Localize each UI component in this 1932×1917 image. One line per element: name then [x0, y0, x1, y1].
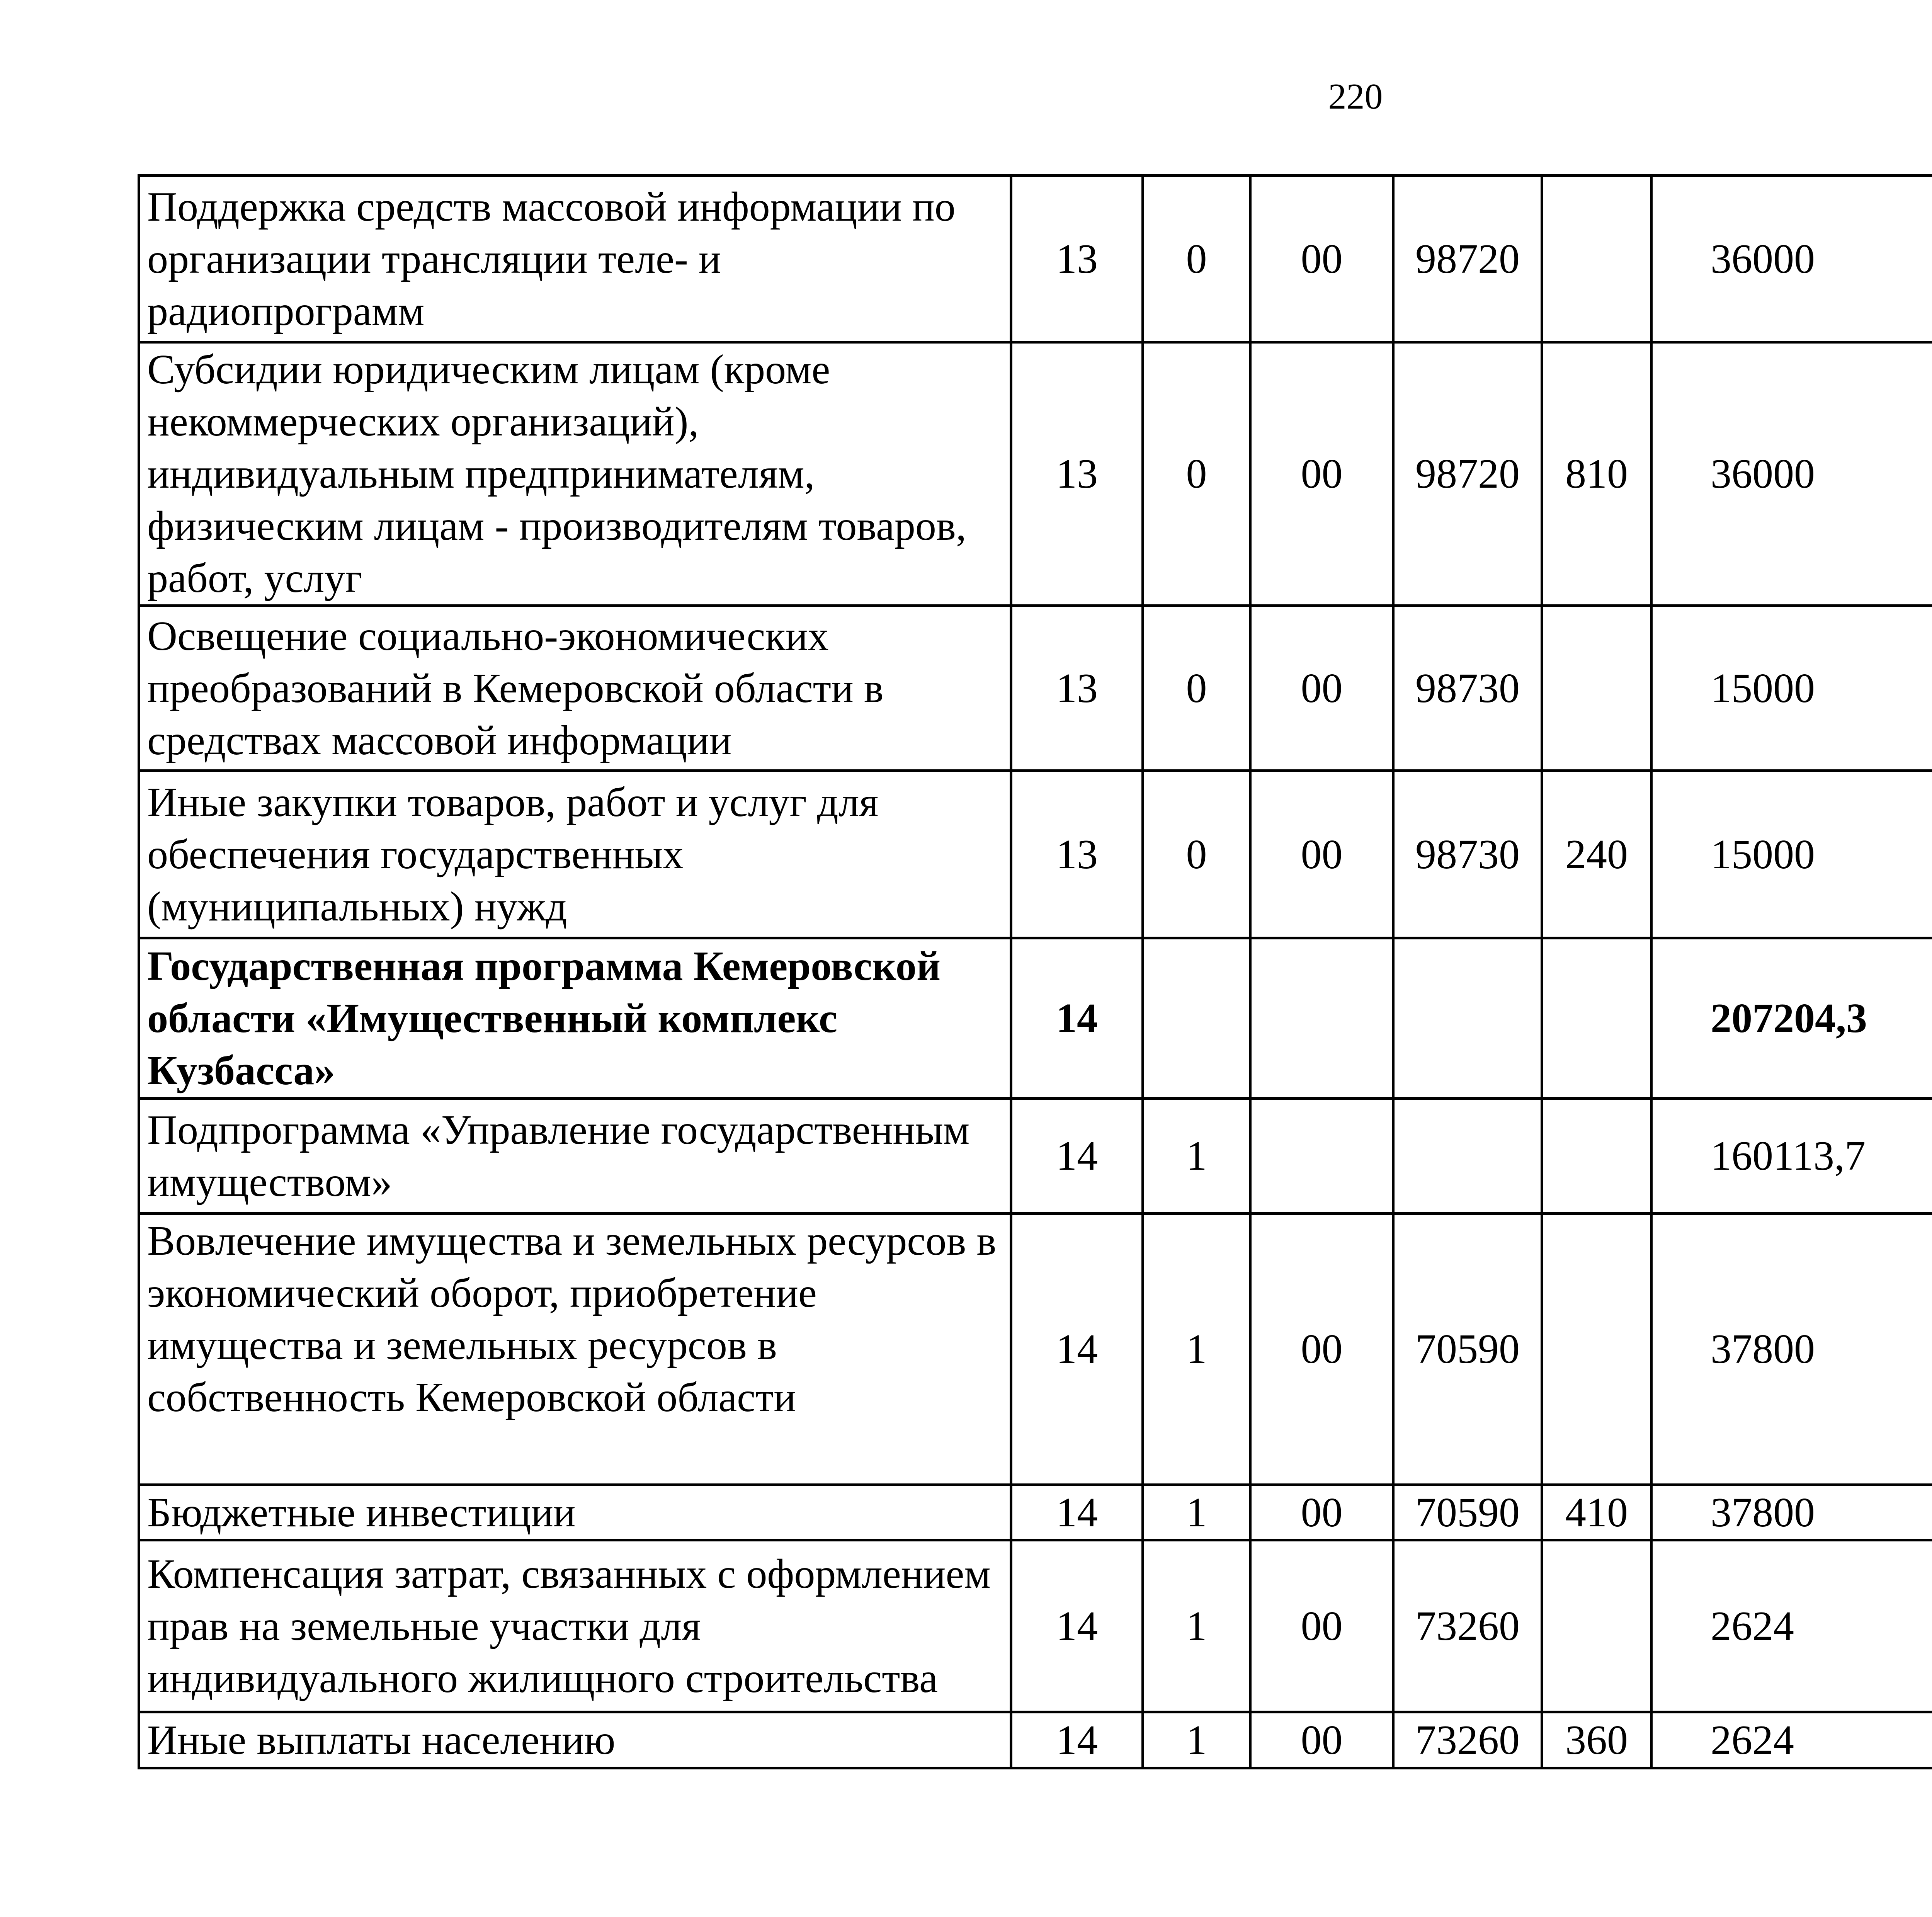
row-code-2: 1	[1143, 1540, 1250, 1712]
row-code-4	[1393, 1099, 1542, 1214]
row-code-5	[1542, 606, 1651, 771]
row-code-4	[1393, 938, 1542, 1099]
table-row	[139, 606, 1932, 771]
row-code-2: 0	[1143, 176, 1250, 342]
row-code-5	[1542, 938, 1651, 1099]
row-name: Иные выплаты населению	[139, 1712, 1011, 1768]
row-name: Иные закупки товаров, работ и услуг для обеспечения государственных (муниципальных) нужд	[139, 771, 1011, 938]
page-number: 220	[1328, 77, 1383, 117]
row-code-4: 98730	[1393, 771, 1542, 938]
row-code-3: 00	[1250, 606, 1393, 771]
row-code-1: 13	[1011, 342, 1143, 606]
row-code-4: 98720	[1393, 342, 1542, 606]
row-code-5	[1542, 1214, 1651, 1485]
row-code-4: 73260	[1393, 1712, 1542, 1768]
row-code-4: 98720	[1393, 176, 1542, 342]
row-code-2: 0	[1143, 606, 1250, 771]
row-amount-year-1: 207204,3	[1651, 938, 1932, 1099]
row-code-1: 14	[1011, 1099, 1143, 1214]
row-name: Подпрограмма «Управление государственным имуществом»	[139, 1099, 1011, 1214]
table-row	[139, 1214, 1932, 1485]
row-code-2: 1	[1143, 1712, 1250, 1768]
row-code-4: 98730	[1393, 606, 1542, 771]
row-code-4: 70590	[1393, 1485, 1542, 1540]
row-code-3: 00	[1250, 1712, 1393, 1768]
row-code-3: 00	[1250, 1214, 1393, 1485]
row-code-5: 360	[1542, 1712, 1651, 1768]
row-code-5: 240	[1542, 771, 1651, 938]
table-row	[139, 342, 1932, 606]
row-code-3: 00	[1250, 176, 1393, 342]
row-amount-year-1: 15000	[1651, 771, 1932, 938]
row-code-4: 70590	[1393, 1214, 1542, 1485]
row-name: Поддержка средств массовой информации по организации трансляции теле- и радиопрограмм	[139, 176, 1011, 342]
budget-table	[138, 174, 1932, 1769]
row-code-2: 0	[1143, 342, 1250, 606]
row-name: Освещение социально-экономических преобразований в Кемеровской области в средствах массовой информации	[139, 606, 1011, 771]
row-name: Вовлечение имущества и земельных ресурсов в экономический оборот, приобретение имущества и земельных ресурсов в собственность Кемеровской области	[139, 1214, 1011, 1485]
row-amount-year-1: 2624	[1651, 1712, 1932, 1768]
row-code-1: 14	[1011, 1712, 1143, 1768]
row-code-5	[1542, 1099, 1651, 1214]
row-code-4: 73260	[1393, 1540, 1542, 1712]
row-name: Бюджетные инвестиции	[139, 1485, 1011, 1540]
table-row	[139, 1099, 1932, 1214]
row-code-3: 00	[1250, 771, 1393, 938]
row-code-3: 00	[1250, 1485, 1393, 1540]
row-code-5	[1542, 1540, 1651, 1712]
row-code-1: 13	[1011, 606, 1143, 771]
row-name: Компенсация затрат, связанных с оформлением прав на земельные участки для индивидуального жилищного строительства	[139, 1540, 1011, 1712]
row-code-1: 14	[1011, 1540, 1143, 1712]
row-code-1: 13	[1011, 176, 1143, 342]
row-code-2	[1143, 938, 1250, 1099]
row-code-5: 410	[1542, 1485, 1651, 1540]
table-row	[139, 771, 1932, 938]
row-name: Государственная программа Кемеровской области «Имущественный комплекс Кузбасса»	[139, 938, 1011, 1099]
row-name: Субсидии юридическим лицам (кроме некоммерческих организаций), индивидуальным предпринимателям, физическим лицам - производителям товаров, работ, услуг	[139, 342, 1011, 606]
row-amount-year-1: 15000	[1651, 606, 1932, 771]
table-row	[139, 1485, 1932, 1540]
row-amount-year-1: 36000	[1651, 176, 1932, 342]
row-code-5: 810	[1542, 342, 1651, 606]
row-code-3: 00	[1250, 342, 1393, 606]
row-code-2: 1	[1143, 1099, 1250, 1214]
row-code-2: 0	[1143, 771, 1250, 938]
row-amount-year-1: 37800	[1651, 1214, 1932, 1485]
row-code-5	[1542, 176, 1651, 342]
row-code-2: 1	[1143, 1214, 1250, 1485]
row-code-1: 14	[1011, 938, 1143, 1099]
table-row	[139, 1712, 1932, 1768]
row-amount-year-1: 37800	[1651, 1485, 1932, 1540]
row-amount-year-1: 36000	[1651, 342, 1932, 606]
table-row	[139, 176, 1932, 342]
table-row	[139, 938, 1932, 1099]
row-code-2: 1	[1143, 1485, 1250, 1540]
table-row	[139, 1540, 1932, 1712]
row-amount-year-1: 160113,7	[1651, 1099, 1932, 1214]
row-code-3	[1250, 938, 1393, 1099]
row-code-3: 00	[1250, 1540, 1393, 1712]
row-amount-year-1: 2624	[1651, 1540, 1932, 1712]
row-code-3	[1250, 1099, 1393, 1214]
row-code-1: 14	[1011, 1485, 1143, 1540]
row-code-1: 14	[1011, 1214, 1143, 1485]
row-code-1: 13	[1011, 771, 1143, 938]
